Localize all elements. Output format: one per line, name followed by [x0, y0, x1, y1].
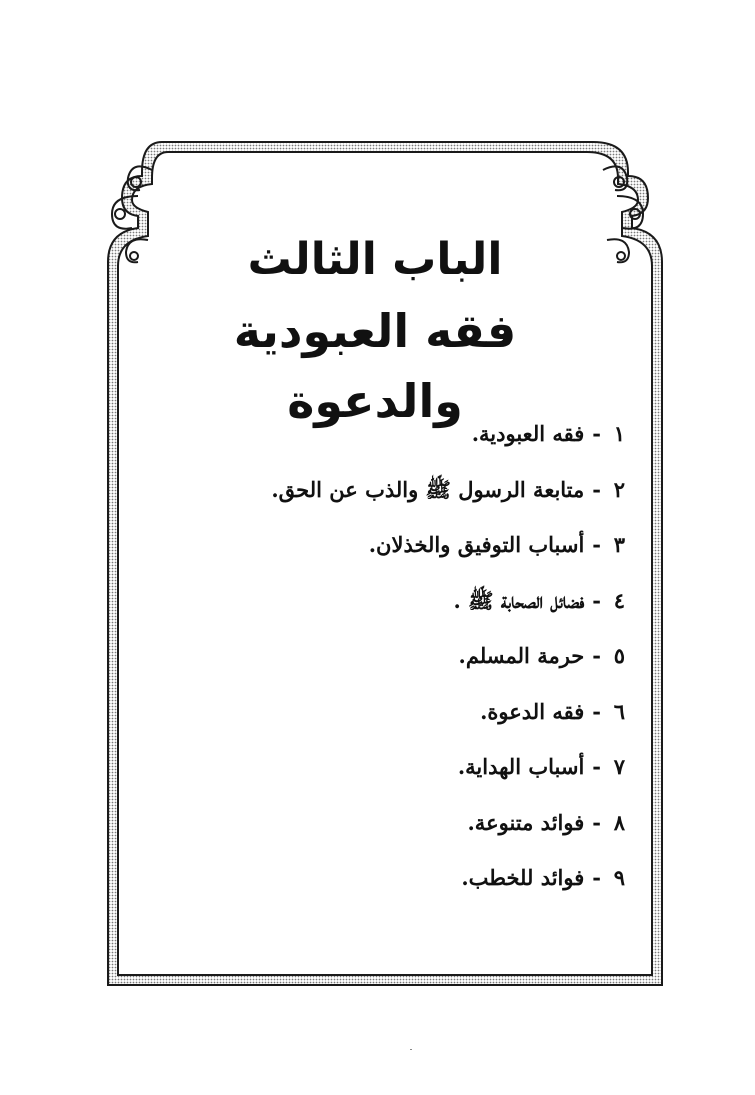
item-number: ٨ [613, 809, 625, 835]
item-text: حرمة المسلم. [458, 643, 585, 668]
item-text: فقه الدعوة. [480, 698, 585, 724]
item-number: ٦ [613, 698, 625, 724]
list-item [155, 694, 625, 750]
item-dash: - [592, 476, 601, 502]
list-item [155, 472, 625, 528]
list-item [155, 749, 625, 805]
list-item [155, 638, 625, 694]
item-number: ٢ [613, 476, 625, 502]
list-item [155, 583, 625, 639]
item-dash: - [592, 809, 601, 835]
contents-list [155, 416, 625, 916]
item-text: أسباب التوفيق والخذلان. [368, 532, 585, 557]
item-dash: - [592, 532, 601, 557]
item-text: فوائد للخطب. [461, 865, 585, 890]
item-dash: - [592, 421, 601, 446]
item-text: أسباب الهداية. [457, 754, 585, 779]
item-dash: - [592, 754, 601, 779]
item-dash: - [592, 587, 601, 613]
item-text: فقه العبودية. [471, 421, 585, 446]
list-item [155, 805, 625, 861]
item-number: ٧ [613, 754, 625, 779]
item-dash: - [592, 865, 601, 890]
chapter-heading [140, 232, 610, 436]
item-number: ٣ [613, 532, 625, 557]
list-item [155, 860, 625, 916]
list-item [155, 416, 625, 472]
chapter-subtitle: فقه العبودية والدعوة [233, 304, 517, 428]
item-number: ٤ [613, 587, 625, 613]
list-item [155, 527, 625, 583]
chapter-title: الباب الثالث [247, 234, 503, 285]
item-text: فضائل الصحابة ﷺ . [453, 587, 585, 613]
page-speck [410, 1049, 412, 1050]
item-text: فوائد متنوعة. [467, 809, 585, 835]
item-number: ٥ [613, 643, 625, 668]
item-number: ١ [613, 421, 625, 446]
item-dash: - [592, 643, 601, 668]
item-number: ٩ [613, 865, 625, 890]
item-text: متابعة الرسول ﷺ والذب عن الحق. [271, 476, 585, 502]
item-dash: - [592, 698, 601, 724]
